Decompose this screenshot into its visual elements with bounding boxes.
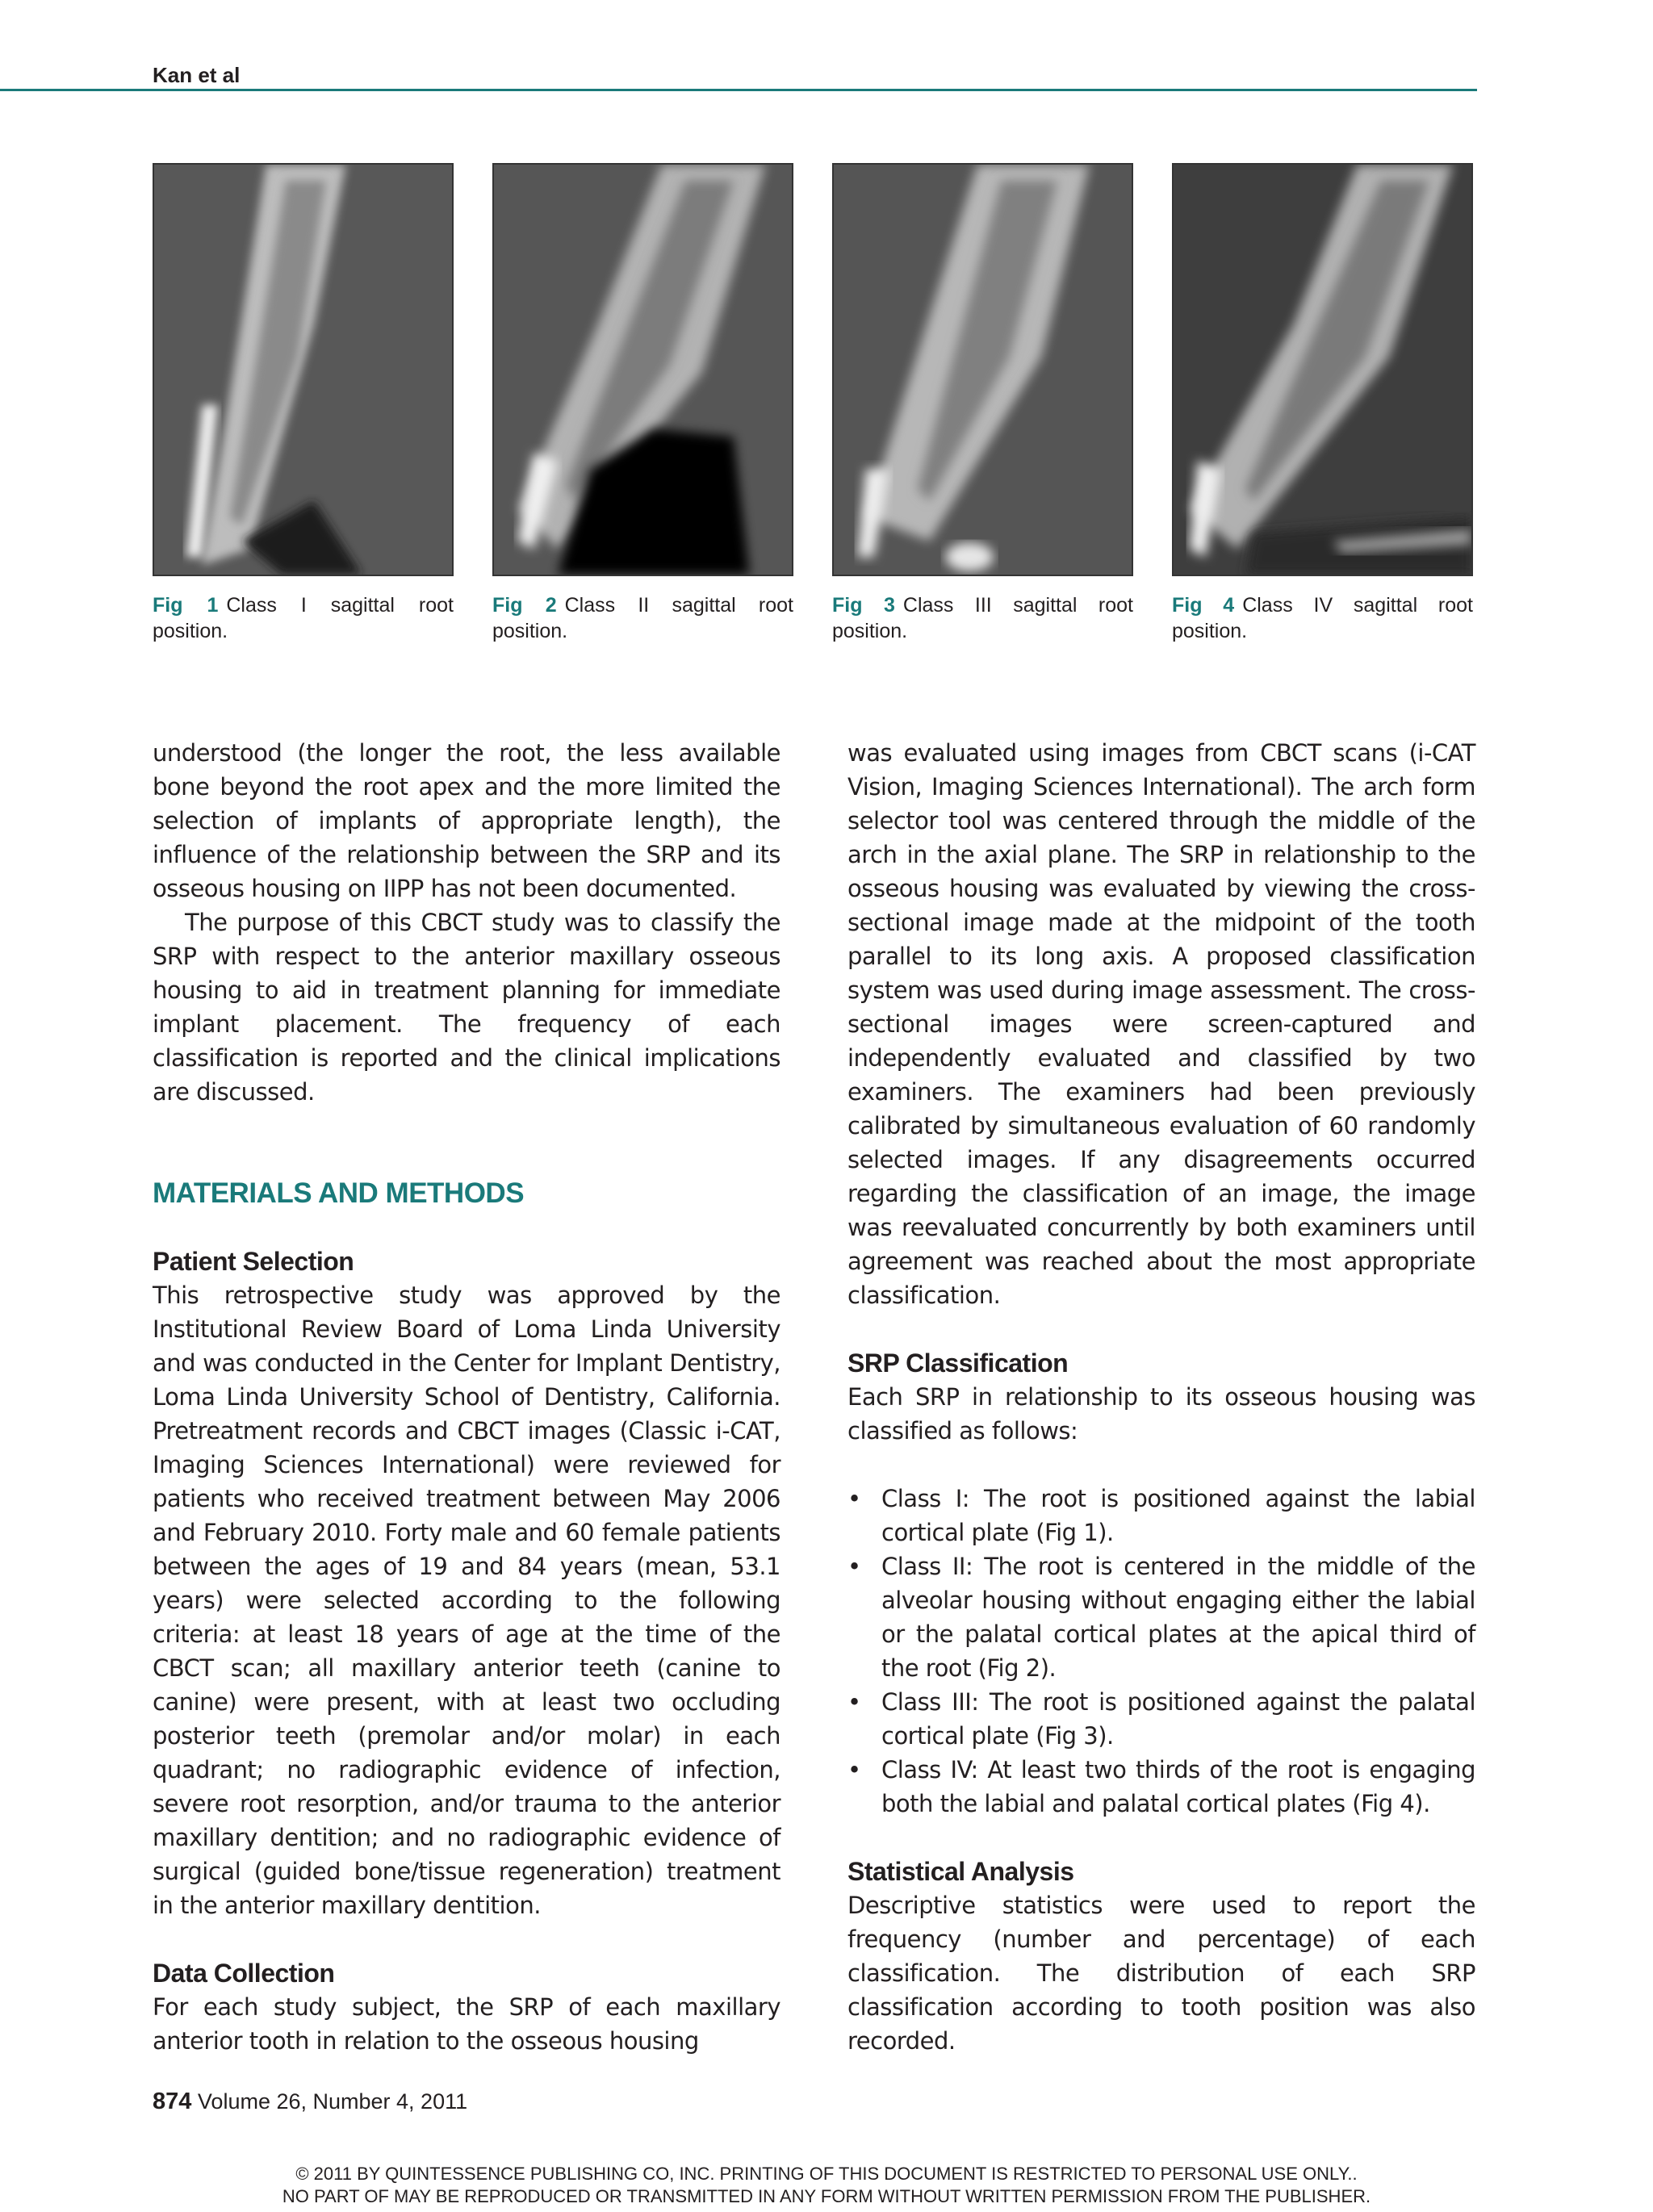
page-number: 874: [153, 2089, 192, 2114]
figure-2: [492, 163, 793, 644]
right-paragraph-1: was evaluated using images from CBCT scans (i-CAT Vision, Imaging Sciences International). The arch form selector tool was centered through the middle of the arch in the axial plane. The SRP in relationship to the osseous housing was evaluated by viewing the cross-sectional image made at the midpoint of the tooth parallel to its long axis. A proposed classification system was used during image assessment. The cross-sectional images were screen-captured and independently evaluated and classified by two examiners. The examiners had been previously calibrated by simultaneous evaluation of 60 randomly selected images. If any disagreements occurred regarding the classification of an image, the image was reevaluated concurrently by both examiners until agreement was reached about the most appropriate classification.: [847, 739, 1475, 1309]
figure-4-label: Fig 4: [1172, 594, 1235, 617]
patient-selection-text: This retrospective study was approved by the Institutional Review Board of Loma Linda University and was conducted in the Center for Implant Dentistry, Loma Linda University School of Dentistry, California. Pretreatment records and CBCT images (Classic i-CAT, Imaging Sciences International) were reviewed for patients who received treatment between May 2006 and February 2010. Forty male and 60 female patients between the ages of 19 and 84 years (mean, 53.1 years) were selected according to the following criteria: at least 18 years of age at the time of the CBCT scan; all maxillary anterior teeth (canine to canine) were present, with at least two occluding posterior teeth (premolar and/or molar) in each quadrant; no radiographic evidence of infection, severe root resorption, and/or trauma to the anterior maxillary dentition; and no radiographic evidence of surgical (guided bone/tissue regeneration) treatment in the anterior maxillary dentition.: [153, 1282, 780, 1919]
subheading-data-collection: Data Collection: [153, 1959, 335, 1988]
statistical-analysis-text: Descriptive statistics were used to report the frequency (number and percentage) of each classification. The distribution of each SRP classification according to tooth position was also recorded.: [847, 1892, 1475, 2055]
cbct-image-class-1: [154, 165, 452, 575]
figure-2-caption-text: Class II sagittal root position.: [492, 594, 793, 642]
figure-4: [1172, 163, 1473, 644]
figure-1-label: Fig 1: [153, 594, 219, 617]
figure-3-caption: [832, 592, 1133, 644]
figure-1: [153, 163, 454, 644]
left-column: [153, 736, 780, 2058]
figure-3: [832, 163, 1133, 644]
left-paragraph-2: The purpose of this CBCT study was to classify the SRP with respect to the anterior maxillary osseous housing to aid in treatment planning for immediate implant placement. The frequency of each classification is reported and the clinical implications are discussed.: [153, 909, 780, 1106]
cbct-image-class-2: [494, 165, 792, 575]
running-head: Kan et al: [153, 63, 241, 87]
section-heading-materials-methods: MATERIALS AND METHODS: [153, 1177, 525, 1209]
classification-item-class-1: • Class I: The root is positioned against the labial cortical plate (Fig 1).: [847, 1482, 1475, 1549]
classification-item-class-4: • Class IV: At least two thirds of the root is engaging both the labial and palatal cortical plates (Fig 4).: [847, 1753, 1475, 1821]
figure-1-image: [153, 163, 454, 576]
classification-item-class-3: • Class III: The root is positioned against the palatal cortical plate (Fig 3).: [847, 1685, 1475, 1753]
classification-item-class-2: • Class II: The root is centered in the middle of the alveolar housing without engaging either the labial or the palatal cortical plates at the apical third of the root (Fig 2).: [847, 1549, 1475, 1685]
data-collection-text: For each study subject, the SRP of each maxillary anterior tooth in relation to the osseous housing: [153, 1993, 780, 2055]
figure-3-caption-text: Class III sagittal root position.: [832, 594, 1133, 642]
figure-2-image: [492, 163, 793, 576]
subheading-statistical-analysis: Statistical Analysis: [847, 1857, 1074, 1886]
subheading-srp-classification: SRP Classification: [847, 1349, 1069, 1378]
classification-list: [847, 1482, 1475, 1821]
journal-volume: Volume 26, Number 4, 2011: [197, 2089, 468, 2114]
cbct-image-class-3: [834, 165, 1132, 575]
srp-intro-text: Each SRP in relationship to its osseous housing was classified as follows:: [847, 1383, 1475, 1445]
copyright-line-1: © 2011 BY QUINTESSENCE PUBLISHING CO, INC. PRINTING OF THIS DOCUMENT IS RESTRICTED TO PERSONAL USE ONLY..: [295, 2164, 1358, 2184]
copyright-line-2: NO PART OF MAY BE REPRODUCED OR TRANSMITTED IN ANY FORM WITHOUT WRITTEN PERMISSION FROM THE PUBLISHER.: [282, 2186, 1371, 2206]
figure-4-image: [1172, 163, 1473, 576]
right-column: [847, 736, 1475, 2058]
figure-2-label: Fig 2: [492, 594, 557, 617]
page-footer: [153, 2089, 467, 2115]
header-rule: [0, 89, 1477, 91]
figure-4-caption-text: Class IV sagittal root position.: [1172, 594, 1473, 642]
figure-3-label: Fig 3: [832, 594, 895, 617]
figure-2-caption: [492, 592, 793, 644]
figure-3-image: [832, 163, 1133, 576]
subheading-patient-selection: Patient Selection: [153, 1247, 354, 1276]
left-paragraph-1: understood (the longer the root, the less available bone beyond the root apex and the more limited the selection of implants of appropriate length), the influence of the relationship between the SRP and its osseous housing on IIPP has not been documented.: [153, 739, 780, 902]
figure-1-caption: [153, 592, 454, 644]
figure-1-caption-text: Class I sagittal root position.: [153, 594, 454, 642]
copyright-notice: [0, 2163, 1653, 2208]
figure-4-caption: [1172, 592, 1473, 644]
cbct-image-class-4: [1174, 165, 1471, 575]
